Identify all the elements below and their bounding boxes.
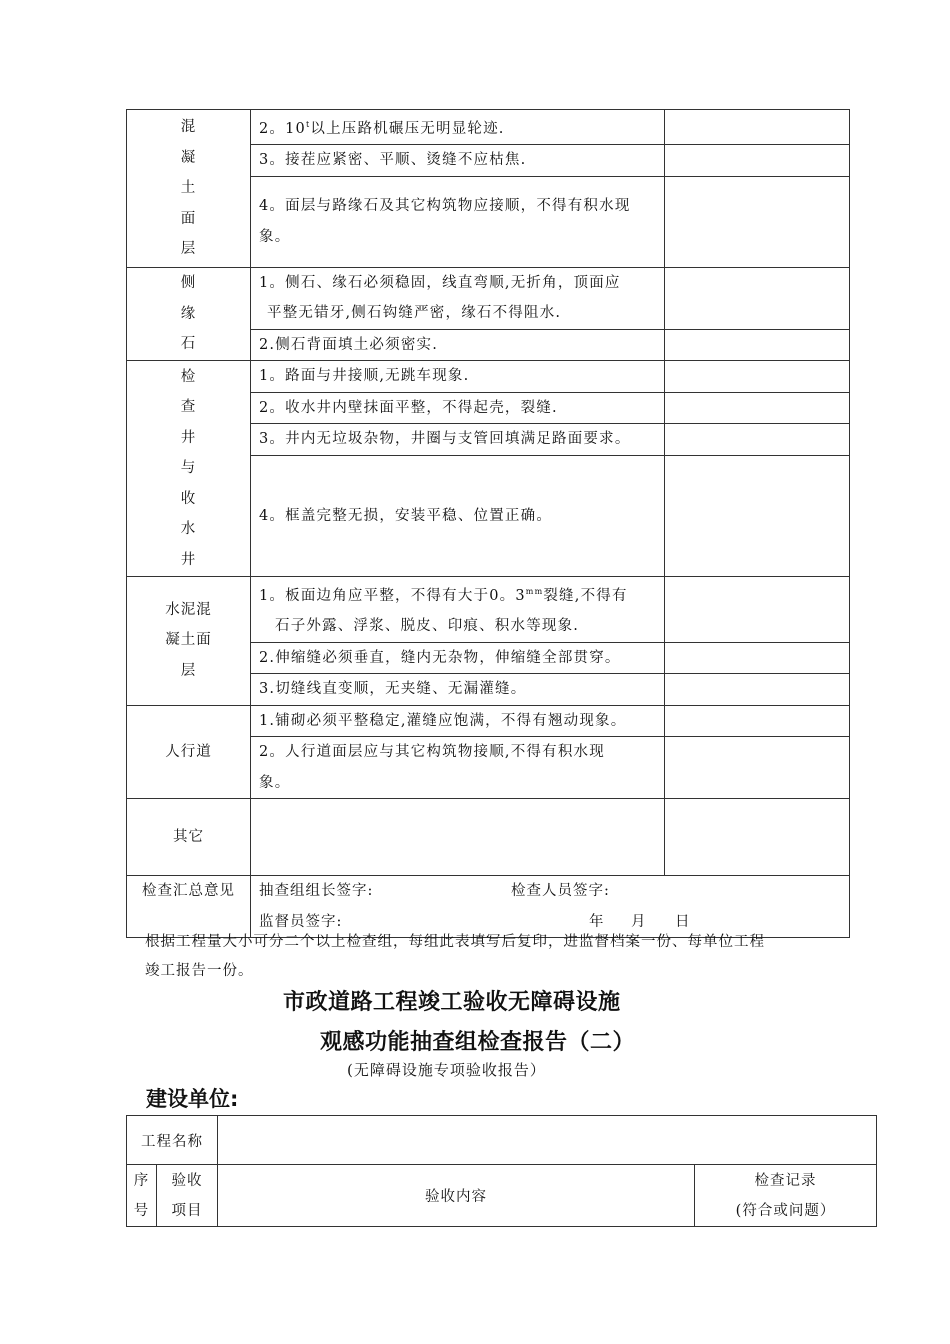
- record-cell[interactable]: [665, 674, 850, 706]
- inspection-table-1: [126, 109, 850, 938]
- footnote: 根据工程量大小可分二个以上检查组，每组此表填写后复印，进监督档案一份、每单位工程 竣工报告一份。: [145, 934, 765, 979]
- inspection-item[interactable]: [251, 799, 665, 876]
- inspection-item: 4。框盖完整无损，安装平稳、位置正确。: [251, 455, 665, 576]
- category-curb-stone: 侧 缘 石: [127, 267, 251, 361]
- category-inspection-well: 检 查 井 与 收 水 井: [127, 361, 251, 577]
- project-name-field[interactable]: [218, 1116, 877, 1165]
- record-cell[interactable]: [665, 799, 850, 876]
- record-cell[interactable]: [665, 110, 850, 145]
- category-cement-concrete-layer: 水泥混 凝土面 层: [127, 576, 251, 705]
- header-seq: 序 号: [127, 1165, 157, 1227]
- inspection-item: 2.侧石背面填土必须密实.: [251, 329, 665, 361]
- report-title-line1: 市政道路工程竣工验收无障碍设施: [283, 990, 621, 1015]
- inspection-item: 4。面层与路缘石及其它构筑物应接顺，不得有积水现 象。: [251, 176, 665, 267]
- record-cell[interactable]: [665, 455, 850, 576]
- record-cell[interactable]: [665, 145, 850, 177]
- summary-label: 检查汇总意见: [127, 876, 251, 938]
- inspection-item: 2.伸缩缝必须垂直，缝内无杂物，伸缩缝全部贯穿。: [251, 642, 665, 674]
- date-month: 月: [631, 913, 647, 930]
- header-item: 验收 项目: [157, 1165, 218, 1227]
- record-cell[interactable]: [665, 176, 850, 267]
- record-cell[interactable]: [665, 642, 850, 674]
- record-cell[interactable]: [665, 267, 850, 329]
- inspection-item: 2。人行道面层应与其它构筑物接顺,不得有积水现 象。: [251, 737, 665, 799]
- record-cell[interactable]: [665, 361, 850, 393]
- inspection-item: 2。收水井内壁抹面平整，不得起壳，裂缝.: [251, 392, 665, 424]
- header-record: 检查记录 (符合或问题）: [695, 1165, 877, 1227]
- category-sidewalk: 人行道: [127, 705, 251, 799]
- inspection-item: 1。路面与井接顺,无跳车现象.: [251, 361, 665, 393]
- inspection-item: 3。井内无垃圾杂物，井圈与支管回填满足路面要求。: [251, 424, 665, 456]
- inspection-item: 3.切缝线直变顺，无夹缝、无漏灌缝。: [251, 674, 665, 706]
- category-other: 其它: [127, 799, 251, 876]
- record-cell[interactable]: [665, 424, 850, 456]
- project-name-label: 工程名称: [127, 1116, 218, 1165]
- report-subtitle: (无障碍设施专项验收报告）: [347, 1061, 546, 1079]
- header-content: 验收内容: [218, 1165, 695, 1227]
- construction-unit-label: 建设单位:: [146, 1087, 239, 1111]
- record-cell[interactable]: [665, 705, 850, 737]
- category-asphalt-layer: 混 凝 土 面 层: [127, 110, 251, 268]
- record-cell[interactable]: [665, 737, 850, 799]
- inspector-sign-label: 检查人员签字:: [511, 883, 610, 900]
- report-title-line2: 观感功能抽查组检查报告（二）: [320, 1030, 636, 1055]
- date-day: 日: [675, 913, 691, 930]
- date-year: 年: [589, 913, 605, 930]
- inspection-item: 1.铺砌必须平整稳定,灌缝应饱满，不得有翘动现象。: [251, 705, 665, 737]
- inspection-item: 1。板面边角应平整，不得有大于0。$3^{mm}$裂缝,不得有 石子外露、浮浆、脱皮、印痕、积水等现象.: [251, 576, 665, 642]
- inspection-item: 1。侧石、缘石必须稳固，线直弯顺,无折角，顶面应 平整无错牙,侧石钩缝严密，缘石不得阻水.: [251, 267, 665, 329]
- supervisor-sign-label: 监督员签字:: [259, 913, 343, 930]
- inspection-table-2: [126, 1115, 877, 1227]
- leader-sign-label: 抽查组组长签字:: [259, 883, 374, 900]
- record-cell[interactable]: [665, 329, 850, 361]
- inspection-item: 2。10$^t$以上压路机碾压无明显轮迹.: [251, 110, 665, 145]
- record-cell[interactable]: [665, 392, 850, 424]
- record-cell[interactable]: [665, 576, 850, 642]
- inspection-item: 3。接茬应紧密、平顺、烫缝不应枯焦.: [251, 145, 665, 177]
